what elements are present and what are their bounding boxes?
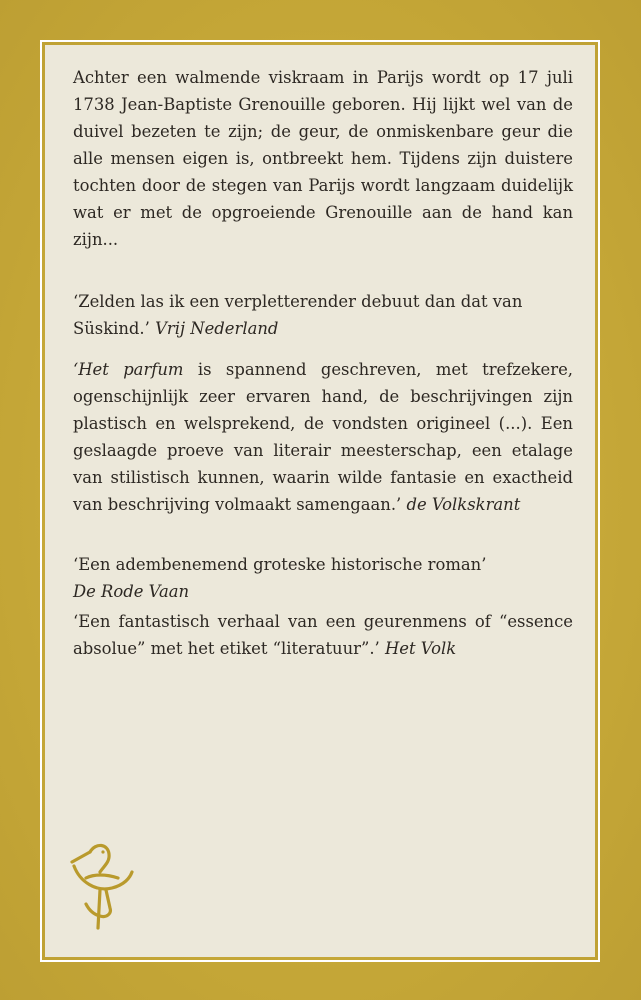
blurb-intro: Achter een walmende viskraam in Parijs wordt op 17 juli 1738 Jean-Baptiste Grenouille geboren. Hij lijkt wel van de duivel bezeten te zijn; de geur, de onmiskenbare geur die alle mensen eigen is, ontbreekt hem. Tijdens zijn duistere tochten door de stegen van Parijs wordt langzaam duidelijk wat er met de opgroeiende Grenouille aan de hand kan zijn...	[73, 68, 573, 249]
review-quote: ‘Een adembenemend groteske historische roman’	[73, 555, 487, 574]
review-het-volk	[73, 608, 573, 662]
review-source: De Rode Vaan	[73, 582, 190, 601]
review-quote: is spannend geschreven, met trefzekere, ogenschijnlijk zeer ervaren hand, de beschrijvingen zijn plastisch en welsprekend, de vondsten origineel (...). Een geslaagde proeve van literair meesterschap, een etalage van stilistisch kunnen, waarin wilde fantasie en exactheid van beschrijving volmaakt samengaan.’	[73, 360, 574, 514]
review-quote: ‘Een fantastisch verhaal van een geurenmens of “essence absolue” met het etiket “literatuur”.’	[73, 612, 573, 658]
review-rode-vaan	[73, 551, 573, 605]
review-book-title: ‘Het parfum	[73, 360, 184, 379]
heron-logo-icon	[66, 838, 136, 934]
review-quote: ‘Zelden las ik een verpletterender debuut dan dat van Süskind.’	[73, 292, 523, 338]
review-vrij-nederland	[73, 288, 573, 342]
review-source: Het Volk	[384, 639, 457, 658]
review-source: Vrij Nederland	[155, 319, 279, 338]
review-source: de Volkskrant	[406, 495, 521, 514]
review-volkskrant	[73, 356, 573, 518]
